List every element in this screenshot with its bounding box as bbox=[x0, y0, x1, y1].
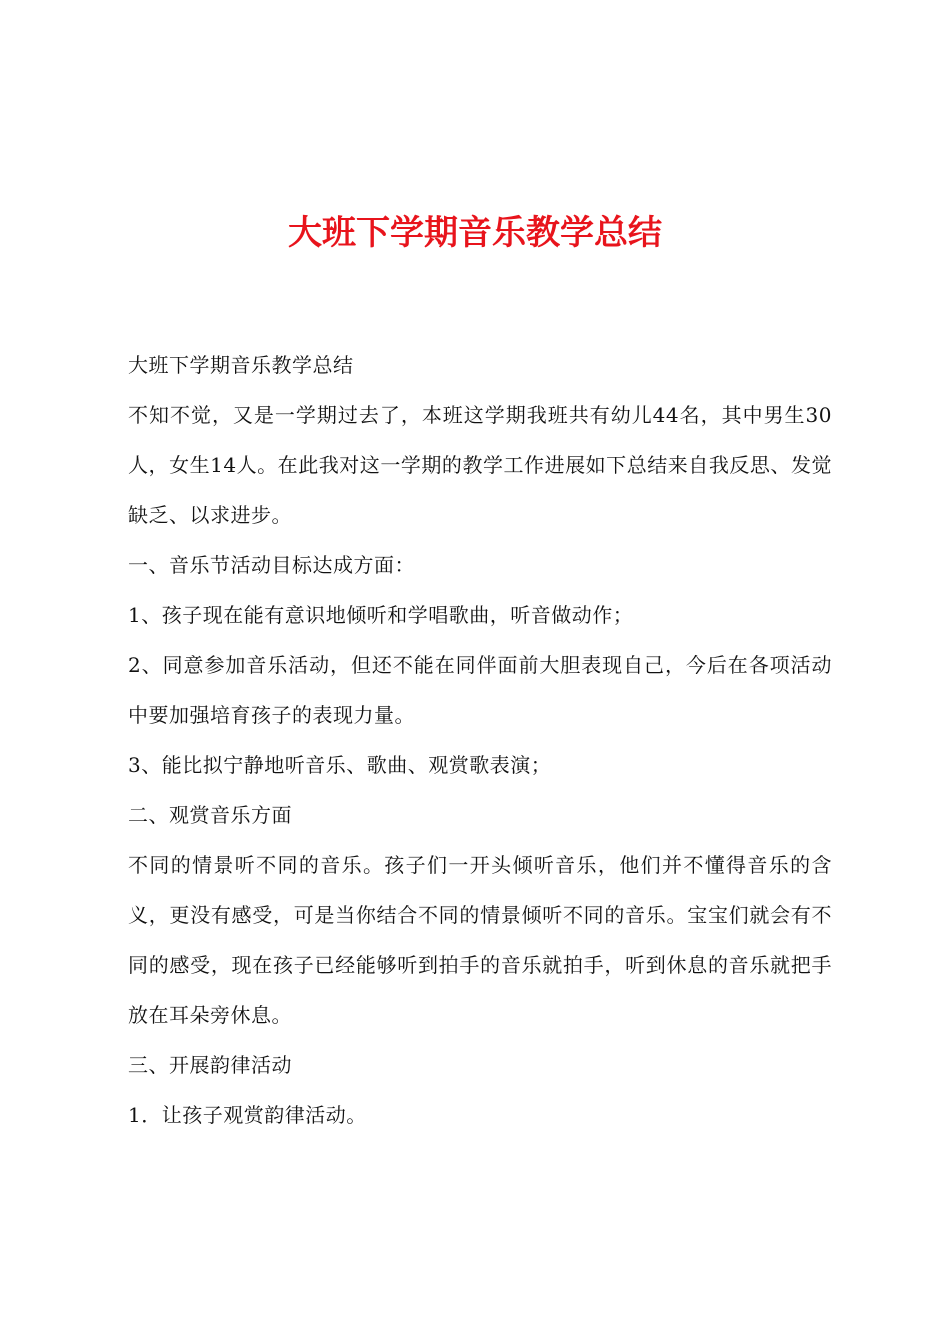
section-heading-1: 一、音乐节活动目标达成方面： bbox=[128, 553, 415, 577]
section-heading-3: 三、开展韵律活动 bbox=[128, 1053, 292, 1077]
document-body bbox=[128, 340, 832, 1140]
appreciation-paragraph: 不同的情景听不同的音乐。孩子们一开头倾听音乐，他们并不懂得音乐的含义，更没有感受，可是当你结合不同的情景倾听不同的音乐。宝宝们就会有不同的感受，现在孩子已经能够听到拍手的音乐就拍手，听到休息的音乐就把手放在耳朵旁休息。 bbox=[128, 853, 832, 1027]
list-item-1: 1、孩子现在能有意识地倾听和学唱歌曲，听音做动作； bbox=[128, 603, 634, 627]
intro-paragraph: 不知不觉，又是一学期过去了，本班这学期我班共有幼儿44名，其中男生30人，女生14人。在此我对这一学期的教学工作进展如下总结来自我反思、发觉缺乏、以求进步。 bbox=[128, 403, 832, 527]
body-heading: 大班下学期音乐教学总结 bbox=[128, 353, 354, 377]
section-heading-2: 二、观赏音乐方面 bbox=[128, 803, 292, 827]
list-item-3: 3、能比拟宁静地听音乐、歌曲、观赏歌表演； bbox=[128, 753, 552, 777]
document-title: 大班下学期音乐教学总结 bbox=[288, 213, 662, 253]
list-item-2: 2、同意参加音乐活动，但还不能在同伴面前大胆表现自己，今后在各项活动中要加强培育孩子的表现力量。 bbox=[128, 653, 832, 727]
list-item-rhythm-1: 1．让孩子观赏韵律活动。 bbox=[128, 1103, 367, 1127]
